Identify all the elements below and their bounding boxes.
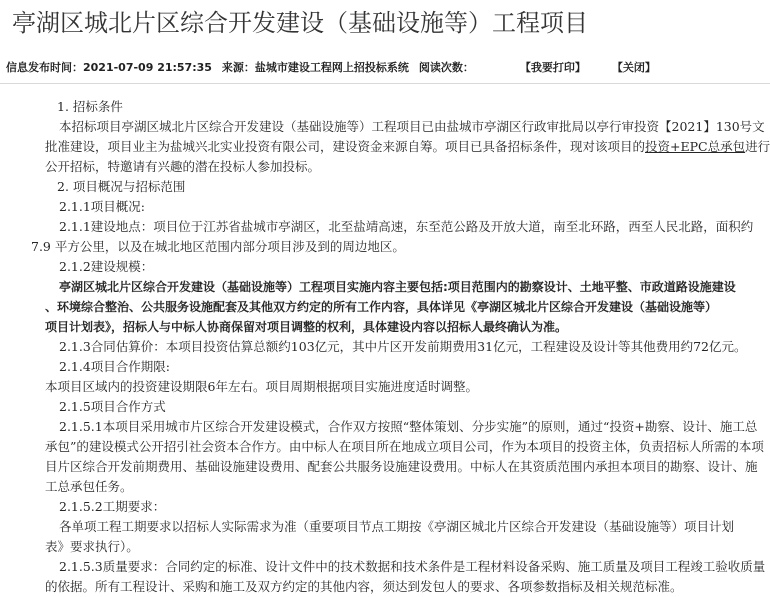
subsection-heading: 2.1.1项目概况:: [59, 199, 146, 214]
subsection-heading: 2.1.5项目合作方式: [59, 399, 166, 414]
paragraph-line: 本招标项目亭湖区城北片区综合开发建设（基础设施等）工程项目已由盐城市亭湖区行政审批局以亭行审投资【2021】130号文: [59, 119, 765, 134]
paragraph-line: 各单项工程工期要求以招标人实际需求为准（重要项目节点工期按《亭湖区城北片区综合开发建设（基础设施等）项目计划: [59, 519, 735, 534]
publish-time-value: 2021-07-09 21:57:35: [83, 61, 212, 74]
source-value: 盐城市建设工程网上招投标系统: [254, 61, 409, 74]
paragraph-line: 表》要求执行）。: [45, 539, 139, 554]
paragraph-line: 目片区综合开发前期费用、基础设施建设费用、配套公共服务设施建设费用。中标人在其资质范围内承担本项目的勘察、设计、施: [45, 459, 758, 474]
section-heading: 1. 招标条件: [57, 99, 123, 114]
info-bar: [6, 57, 766, 79]
subsection-heading: 2.1.4项目合作期限:: [59, 359, 171, 374]
section-heading: 2. 项目概况与招标范围: [57, 179, 186, 194]
paragraph-line: 2.1.5.1本项目采用城市片区综合开发建设模式，合作双方按照“整体策划、分步实施”的原则，通过“投资+勘察、设计、施工总: [59, 419, 758, 434]
bold-line: 项目计划表》，招标人与中标人协商保留对项目调整的权利，具体建设内容以招标人最终确认为准。: [45, 320, 568, 334]
subsection-heading: 2.1.5.2工期要求：: [59, 499, 166, 514]
subsection-heading: 2.1.2建设规模：: [59, 259, 154, 274]
bold-line: 、环境综合整治、公共服务设施配套及其他双方约定的所有工作内容，具体详见《亭湖区城北片区综合开发建设（基础设施等）: [45, 300, 718, 314]
paragraph-line: 本项目区域内的投资建设期限6年左右。项目周期根据项目实施进度适时调整。: [45, 379, 478, 394]
paragraph-line: 公开招标，特邀请有兴趣的潜在投标人参加投标。: [45, 159, 321, 174]
paragraph-line: 7.9 平方公里，以及在城北地区范围内部分项目涉及到的周边地区。: [31, 239, 405, 254]
paragraph-line: 承包”的建设模式公开招引社会资本合作方。由中标人在项目所在地成立项目公司，作为本项目的投资主体，负责招标人所需的本项: [45, 439, 764, 454]
paragraph-line: 的依据。所有工程设计、采购和施工及双方约定的其他内容，须达到发包人的要求、各项参数指标及相关规范标准。: [45, 579, 683, 594]
print-button[interactable]: 【我要打印】: [519, 61, 586, 74]
paragraph-text: 进行: [745, 139, 770, 154]
paragraph-line: 2.1.5.3质量要求：合同约定的标准、设计文件中的技术数据和技术条件是工程材料设备采购、施工质量及项目工程竣工验收质量: [59, 559, 766, 574]
procurement-mode-link[interactable]: 投资+EPC总承包: [645, 139, 746, 154]
view-count-label: 阅读次数：: [418, 61, 474, 74]
article-body: [0, 97, 770, 597]
paragraph-line: 2.1.1建设地点：项目位于江苏省盐城市亭湖区，北至盐靖高速，东至范公路及开放大道，南至北环路，西至人民北路，面积约: [59, 219, 754, 234]
bold-line: 亭湖区城北片区综合开发建设（基础设施等）工程项目实施内容主要包括:项目范围内的勘察设计、土地平整、市政道路设施建设: [59, 280, 736, 294]
source-label: 来源：: [221, 61, 255, 74]
page-title: 亭湖区城北片区综合开发建设（基础设施等）工程项目: [12, 9, 588, 37]
paragraph-text: 批准建设，项目业主为盐城兴北实业投资有限公司，建设资金来源自筹。项目已具备招标条件，现对该项目的: [45, 139, 646, 154]
divider: [0, 83, 770, 84]
close-button[interactable]: 【关闭】: [611, 61, 656, 74]
paragraph-line: 2.1.3合同估算价：本项目投资估算总额约103亿元，其中片区开发前期费用31亿元，工程建设及设计等其他费用约72亿元。: [59, 339, 747, 354]
publish-time-label: 信息发布时间：: [6, 61, 83, 74]
paragraph-line: 工总承包任务。: [45, 479, 133, 494]
paragraph-line: [0, 137, 770, 157]
